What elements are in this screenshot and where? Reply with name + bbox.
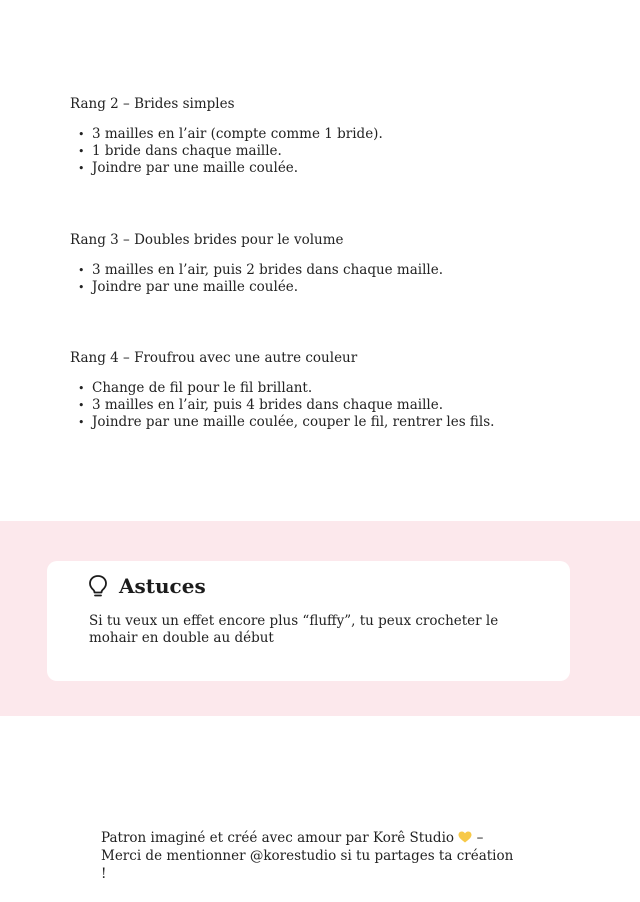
step-text: Change de fil pour le fil brillant. <box>92 380 313 396</box>
bullet-icon: • <box>78 382 85 395</box>
bullet-icon: • <box>78 145 85 158</box>
step-text: 1 bride dans chaque maille. <box>92 143 282 159</box>
row-2-steps <box>70 126 590 177</box>
list-item <box>70 262 590 279</box>
step-text: 3 mailles en l’air (compte comme 1 bride). <box>92 126 383 142</box>
footer-credit <box>101 829 521 883</box>
list-item <box>70 143 590 160</box>
row-4-steps <box>70 380 590 431</box>
step-text: Joindre par une maille coulée, couper le fil, rentrer les fils. <box>92 414 495 430</box>
tips-band <box>0 521 640 716</box>
step-text: Joindre par une maille coulée. <box>92 279 299 295</box>
yellow-heart-icon <box>458 830 472 842</box>
list-item <box>70 414 590 431</box>
lightbulb-icon <box>87 574 109 598</box>
bullet-icon: • <box>78 264 85 277</box>
list-item <box>70 397 590 414</box>
bullet-icon: • <box>78 162 85 175</box>
tips-header <box>87 574 206 598</box>
row-3-section <box>70 231 590 296</box>
bullet-icon: • <box>78 281 85 294</box>
bullet-icon: • <box>78 399 85 412</box>
step-text: 3 mailles en l’air, puis 4 brides dans chaque maille. <box>92 397 444 413</box>
row-2-section <box>70 95 590 177</box>
row-2-title: Rang 2 – Brides simples <box>70 96 235 112</box>
list-item <box>70 160 590 177</box>
footer-text-start: Patron imaginé et créé avec amour par Korê Studio <box>101 830 455 846</box>
tips-title: Astuces <box>119 574 206 598</box>
bullet-icon: • <box>78 416 85 429</box>
row-3-title: Rang 3 – Doubles brides pour le volume <box>70 232 344 248</box>
footer-text-end: – Merci de mentionner @korestudio si tu partages ta création ! <box>101 830 514 882</box>
tips-text: Si tu veux un effet encore plus “fluffy”, tu peux crocheter le mohair en double au début <box>89 613 499 646</box>
list-item <box>70 126 590 143</box>
row-3-steps <box>70 262 590 296</box>
step-text: Joindre par une maille coulée. <box>92 160 299 176</box>
list-item <box>70 380 590 397</box>
bullet-icon: • <box>78 128 85 141</box>
row-4-section <box>70 349 590 431</box>
list-item <box>70 279 590 296</box>
step-text: 3 mailles en l’air, puis 2 brides dans chaque maille. <box>92 262 444 278</box>
tips-card <box>47 561 570 681</box>
row-4-title: Rang 4 – Froufrou avec une autre couleur <box>70 350 358 366</box>
